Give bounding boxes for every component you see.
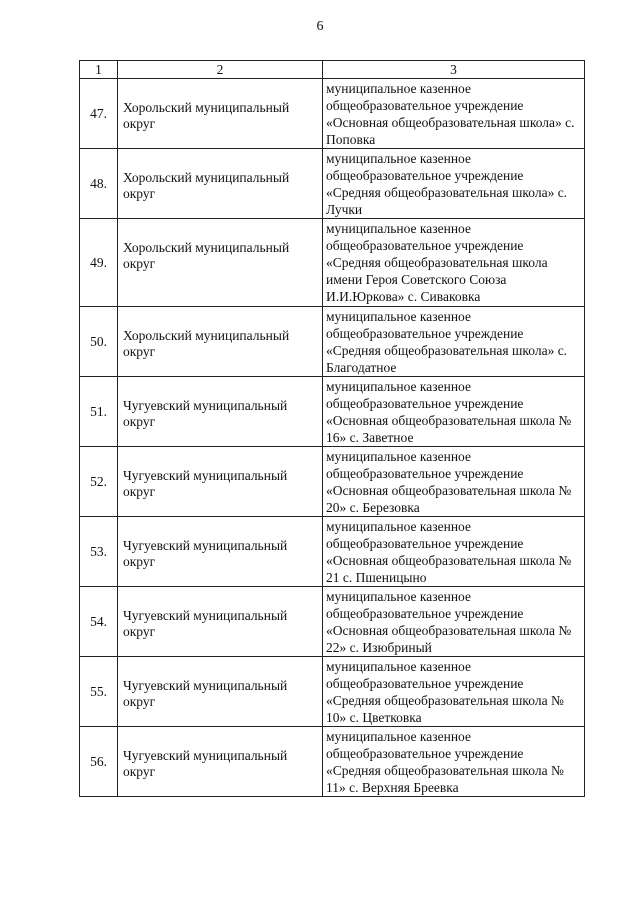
row-number: 53. — [80, 517, 118, 587]
table-row — [80, 79, 585, 149]
district-cell: Чугуевский муниципальный округ — [118, 517, 323, 587]
table-row — [80, 377, 585, 447]
table-row — [80, 219, 585, 307]
page-number: 6 — [316, 19, 324, 34]
district-cell: Хорольский муниципальный округ — [118, 219, 323, 307]
table-row — [80, 657, 585, 727]
row-number: 55. — [80, 657, 118, 727]
row-number: 47. — [80, 79, 118, 149]
column-header-district: 2 — [118, 61, 323, 79]
row-number: 48. — [80, 149, 118, 219]
organization-cell: муниципальное казенное общеобразовательное учреждение «Основная общеобразовательная школа № 16» с. Заветное — [323, 377, 585, 447]
organization-cell: муниципальное казенное общеобразовательное учреждение «Средняя общеобразовательная школа имени Героя Советского Союза И.И.Юркова» с. Сиваковка — [323, 219, 585, 307]
table-row — [80, 149, 585, 219]
row-number: 51. — [80, 377, 118, 447]
row-number: 49. — [80, 219, 118, 307]
table-row — [80, 727, 585, 797]
district-cell: Хорольский муниципальный округ — [118, 149, 323, 219]
district-cell: Чугуевский муниципальный округ — [118, 727, 323, 797]
table-row — [80, 517, 585, 587]
organization-cell: муниципальное казенное общеобразовательное учреждение «Средняя общеобразовательная школа № 10» с. Цветковка — [323, 657, 585, 727]
organization-cell: муниципальное казенное общеобразовательное учреждение «Основная общеобразовательная школа» с. Поповка — [323, 79, 585, 149]
organization-cell: муниципальное казенное общеобразовательное учреждение «Средняя общеобразовательная школа № 11» с. Верхняя Бреевка — [323, 727, 585, 797]
schools-table — [79, 60, 585, 797]
organization-cell: муниципальное казенное общеобразовательное учреждение «Средняя общеобразовательная школа» с. Благодатное — [323, 307, 585, 377]
column-header-organization: 3 — [323, 61, 585, 79]
district-cell: Чугуевский муниципальный округ — [118, 587, 323, 657]
district-cell: Чугуевский муниципальный округ — [118, 657, 323, 727]
column-header-number: 1 — [80, 61, 118, 79]
table-row — [80, 587, 585, 657]
district-cell: Чугуевский муниципальный округ — [118, 377, 323, 447]
organization-cell: муниципальное казенное общеобразовательное учреждение «Основная общеобразовательная школа № 22» с. Изюбриный — [323, 587, 585, 657]
organization-cell: муниципальное казенное общеобразовательное учреждение «Средняя общеобразовательная школа» с. Лучки — [323, 149, 585, 219]
row-number: 54. — [80, 587, 118, 657]
row-number: 52. — [80, 447, 118, 517]
table-header-row — [80, 61, 585, 79]
district-cell: Хорольский муниципальный округ — [118, 79, 323, 149]
row-number: 50. — [80, 307, 118, 377]
organization-cell: муниципальное казенное общеобразовательное учреждение «Основная общеобразовательная школа № 21 с. Пшеницыно — [323, 517, 585, 587]
table-row — [80, 307, 585, 377]
table-row — [80, 447, 585, 517]
row-number: 56. — [80, 727, 118, 797]
organization-cell: муниципальное казенное общеобразовательное учреждение «Основная общеобразовательная школа № 20» с. Березовка — [323, 447, 585, 517]
district-cell: Чугуевский муниципальный округ — [118, 447, 323, 517]
district-cell: Хорольский муниципальный округ — [118, 307, 323, 377]
